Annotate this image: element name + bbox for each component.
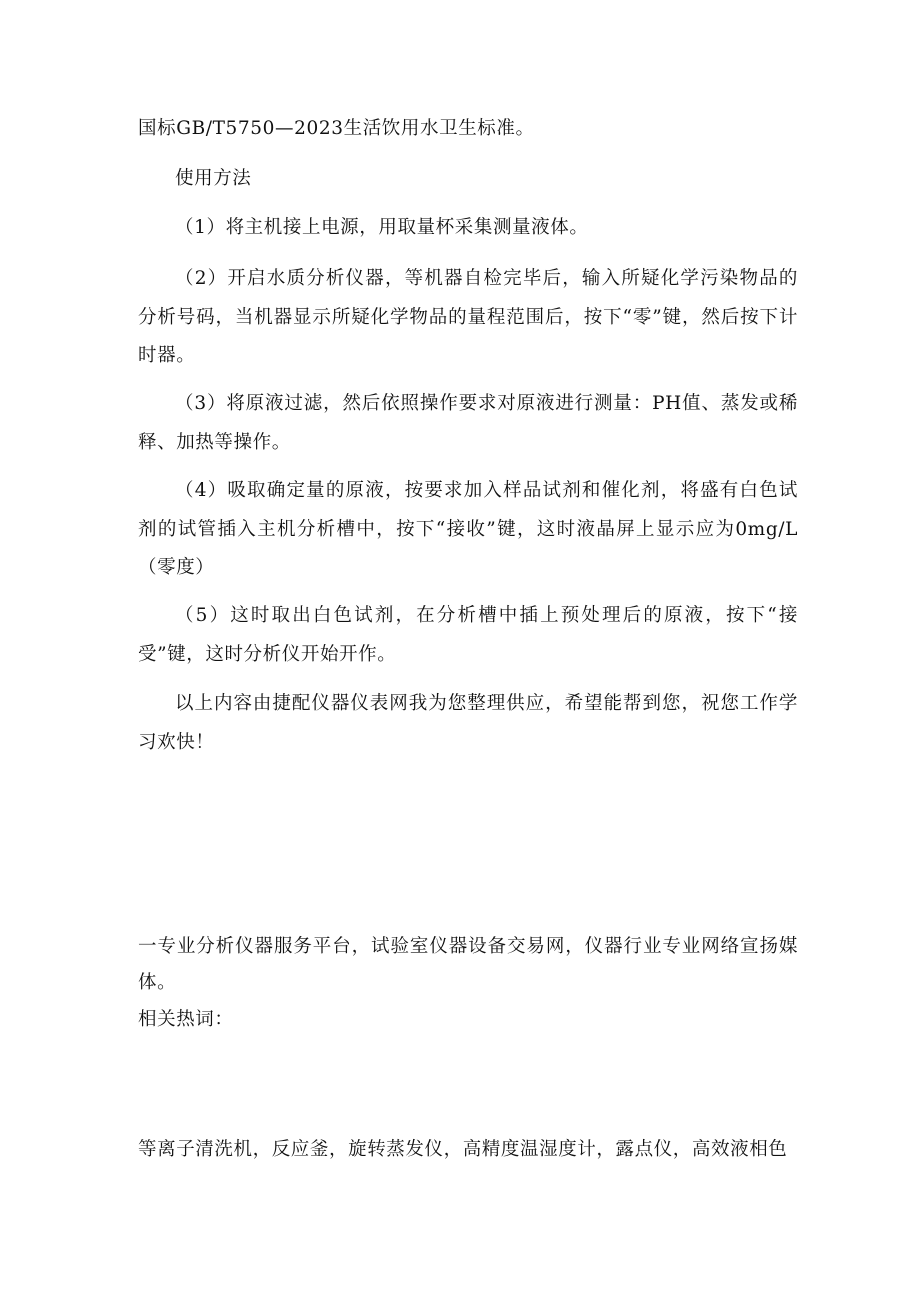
standard-reference-text: 国标GB/T5750—2023生活饮用水卫生标准。 bbox=[138, 118, 535, 139]
step-1-paragraph: （1）将主机接上电源，用取量杯采集测量液体。 bbox=[175, 217, 589, 238]
keywords-label: 相关热词： bbox=[138, 1009, 234, 1030]
step-5-paragraph: （5）这时取出白色试剂，在分析槽中插上预处理后的原液，按下“接受”键，这时分析仪开始开作。 bbox=[138, 605, 798, 665]
usage-heading: 使用方法 bbox=[175, 168, 252, 189]
keywords-list: 等离子清洗机，反应釜，旋转蒸发仪，高精度温湿度计，露点仪，高效液相色 bbox=[138, 1139, 788, 1160]
step-4-paragraph: （4）吸取确定量的原液，按要求加入样品试剂和催化剂，将盛有白色试剂的试管插入主机分析槽中，按下“接收”键，这时液晶屏上显示应为0mg/L（零度） bbox=[138, 480, 798, 578]
step-2-paragraph: （2）开启水质分析仪器，等机器自检完毕后，输入所疑化学污染物品的分析号码，当机器显示所疑化学物品的量程范围后，按下“零”键，然后按下计时器。 bbox=[138, 268, 798, 366]
closing-paragraph: 以上内容由捷配仪器仪表网我为您整理供应，希望能帮到您，祝您工作学习欢快！ bbox=[138, 693, 798, 753]
platform-description: 一专业分析仪器服务平台，试验室仪器设备交易网，仪器行业专业网络宣扬媒体。 bbox=[138, 936, 798, 993]
step-3-paragraph: （3）将原液过滤，然后依照操作要求对原液进行测量：PH值、蒸发或稀释、加热等操作。 bbox=[138, 393, 798, 453]
